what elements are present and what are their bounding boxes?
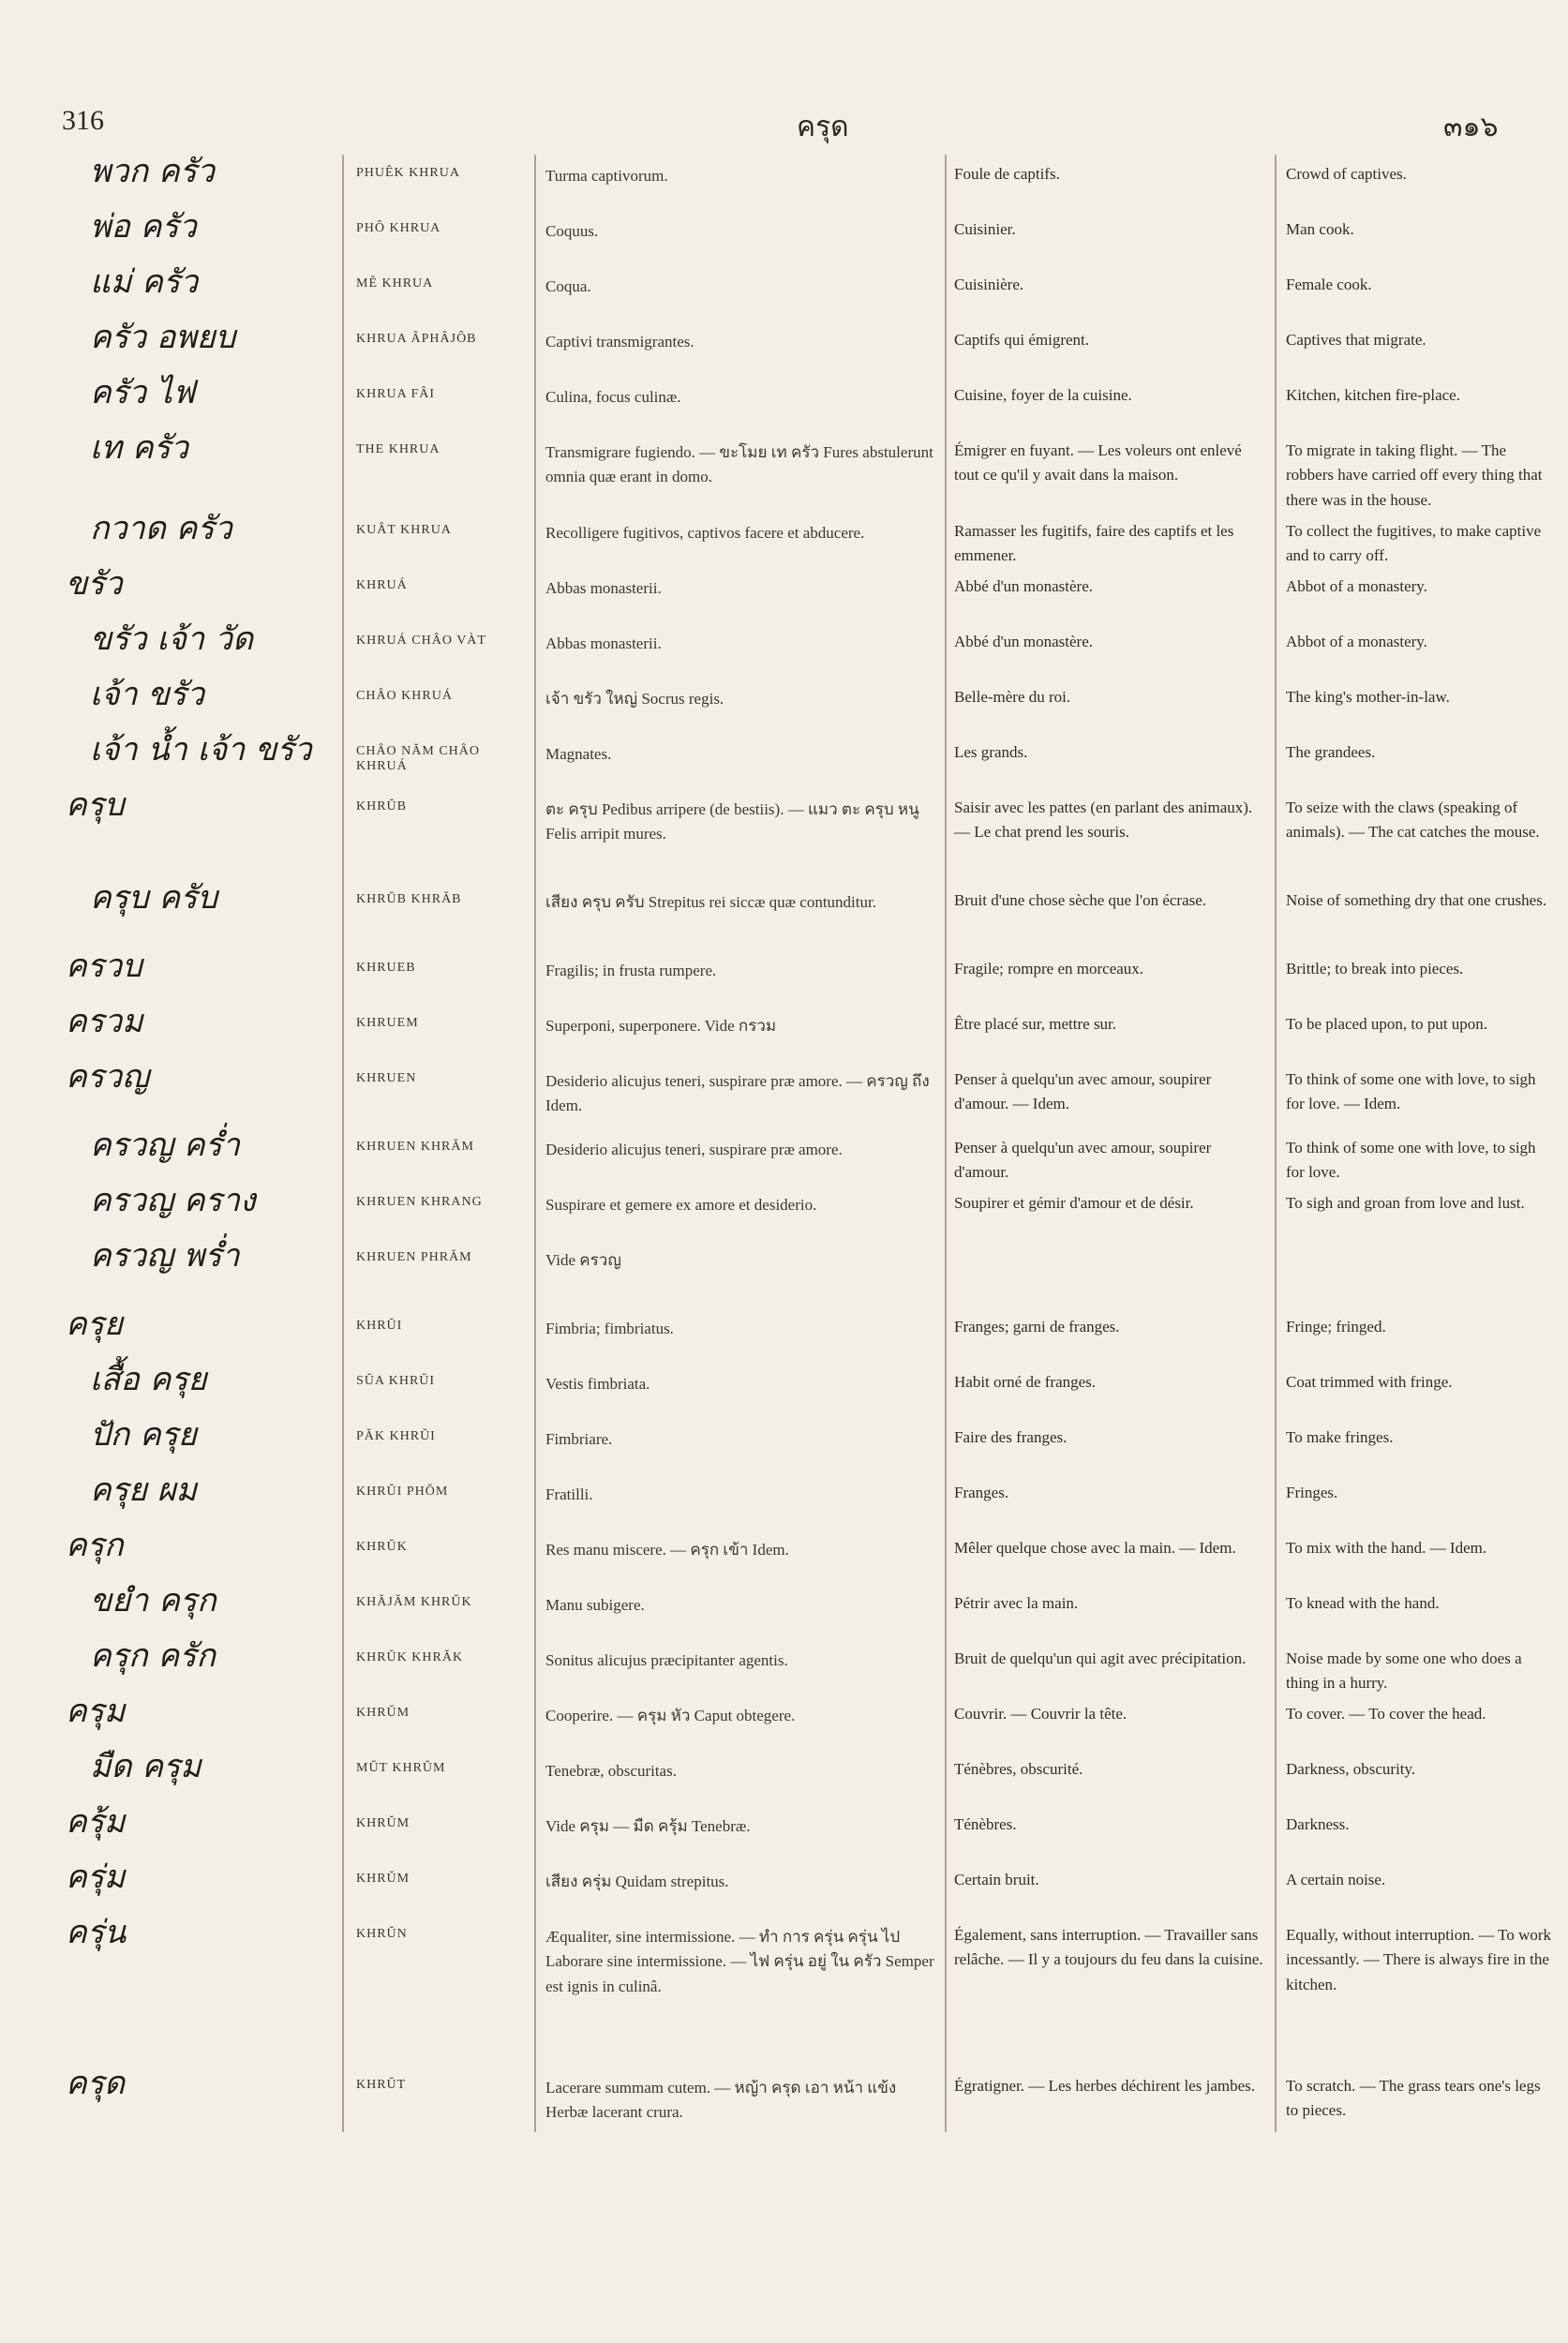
latin-definition: Tenebræ, obscuritas. <box>545 1762 677 1780</box>
thai-headword: ครวญ คร่ำ <box>90 1127 240 1164</box>
latin-definition: Æqualiter, sine intermissione. — ทำ การ ครุ่น ครุ่น ไป Laborare sine intermissione. — ไฟ ครุ่น อยู่ ใน ครัว Semper est ignis in culinâ. <box>545 1928 934 1995</box>
entry-row <box>0 1750 1568 1805</box>
thai-headword: กวาด ครัว <box>90 510 232 547</box>
transliteration: KHRŬT <box>356 2078 407 2092</box>
transliteration: KHRUÁ CHÂO VÀT <box>356 634 486 648</box>
thai-headword: ครุย ผม <box>90 1471 198 1509</box>
english-definition <box>1275 1239 1556 1246</box>
french-definition: Franges. <box>954 1484 1009 1501</box>
french-definition: Foule de captifs. <box>954 165 1060 183</box>
french-definition: Cuisinière. <box>954 276 1024 293</box>
thai-headword: ปัก ครุย <box>90 1416 197 1454</box>
latin-definition: เสียง ครุบ ครับ Strepitus rei siccæ quæ contunditur. <box>545 893 876 911</box>
french-definition: Habit orné de franges. <box>954 1373 1097 1391</box>
thai-headword: ครัว อพยบ <box>90 319 236 356</box>
french-definition: Émigrer en fuyant. — Les voleurs ont enlevé tout ce qu'il y avait dans la maison. <box>954 441 1242 485</box>
latin-definition: Vide ครุม — มืด ครุ้ม Tenebræ. <box>545 1817 751 1835</box>
thai-headword: มืด ครุม <box>90 1748 202 1785</box>
english-definition: To cover. — To cover the head. <box>1286 1705 1486 1723</box>
french-definition: Belle-mère du roi. <box>954 688 1071 706</box>
thai-headword: ครุม <box>66 1693 126 1730</box>
transliteration: PĂK KHRŬI <box>356 1429 436 1443</box>
latin-definition: ตะ ครุบ Pedibus arripere (de bestiis). — แมว ตะ ครุบ หนู Felis arripit mures. <box>545 800 919 843</box>
thai-headword: ครุด <box>66 2065 126 2102</box>
french-definition: Certain bruit. <box>954 1871 1039 1888</box>
transliteration: KHRŬB KHRĂB <box>356 892 462 906</box>
french-definition: Franges; garni de franges. <box>954 1318 1120 1336</box>
entry-row <box>0 1584 1568 1639</box>
entry-row <box>0 155 1568 210</box>
transliteration: KUÂT KHRUA <box>356 523 452 537</box>
transliteration: KHRŬB <box>356 799 408 813</box>
transliteration: CHÂO NĂM CHÂO KHRUÁ <box>356 744 481 773</box>
latin-definition: Sonitus alicujus præcipitanter agentis. <box>545 1651 788 1669</box>
thai-headword: ครวญ พร่ำ <box>90 1237 240 1275</box>
latin-definition: Fimbriare. <box>545 1430 613 1448</box>
english-definition: To sigh and groan from love and lust. <box>1286 1194 1525 1212</box>
transliteration: KHRŬK <box>356 1540 408 1554</box>
english-definition: Fringes. <box>1286 1484 1338 1501</box>
transliteration: MŬT KHRŬM <box>356 1761 446 1775</box>
french-definition: Fragile; rompre en morceaux. <box>954 960 1144 977</box>
english-definition: Female cook. <box>1286 276 1372 293</box>
latin-definition: Superponi, superponere. Vide กรวม <box>545 1017 777 1035</box>
entry-row <box>0 1184 1568 1239</box>
french-definition: Captifs qui émigrent. <box>954 331 1090 349</box>
french-definition: Cuisine, foyer de la cuisine. <box>954 386 1132 404</box>
thai-headword: ขยำ ครุก <box>90 1582 217 1619</box>
latin-definition: Cooperire. — ครุม หัว Caput obtegere. <box>545 1707 796 1724</box>
english-definition: The grandees. <box>1286 743 1376 761</box>
entry-row <box>0 1060 1568 1128</box>
transliteration: KHĂJĂM KHRŬK <box>356 1595 472 1609</box>
english-definition: Captives that migrate. <box>1286 331 1426 349</box>
entry-row <box>0 1418 1568 1473</box>
entry-row <box>0 1307 1568 1363</box>
french-definition: Couvrir. — Couvrir la tête. <box>954 1705 1127 1723</box>
transliteration: MÊ KHRUA <box>356 276 434 291</box>
english-definition: Equally, without interruption. — To work incessantly. — There is always fire in the kitchen. <box>1286 1926 1552 1993</box>
latin-definition: Res manu miscere. — ครุก เข้า Idem. <box>545 1541 789 1559</box>
latin-definition: Suspirare et gemere ex amore et desiderio. <box>545 1196 817 1214</box>
latin-definition: Fragilis; in frusta rumpere. <box>545 962 717 979</box>
latin-definition: Coqua. <box>545 277 591 295</box>
entry-row <box>0 1005 1568 1060</box>
entry-row <box>0 1860 1568 1916</box>
english-definition: Abbot of a monastery. <box>1286 577 1427 595</box>
thai-headword: แม่ ครัว <box>90 263 199 301</box>
entry-row <box>0 512 1568 567</box>
french-definition: Pétrir avec la main. <box>954 1594 1079 1612</box>
entry-row <box>0 949 1568 1005</box>
latin-definition: Abbas monasterii. <box>545 579 662 597</box>
thai-headword: ครัว ไฟ <box>90 374 196 411</box>
english-definition: Noise made by some one who does a thing in a hurry. <box>1286 1649 1522 1693</box>
entry-row <box>0 431 1568 512</box>
running-headword: ครุด <box>797 111 849 143</box>
latin-definition: เสียง ครุ่ม Quidam strepitus. <box>545 1873 729 1890</box>
thai-headword: ขรัว <box>66 565 123 603</box>
french-definition: Également, sans interruption. — Travailler sans relâche. — Il y a toujours du feu dans la cuisine. <box>954 1926 1263 1969</box>
french-definition: Les grands. <box>954 743 1028 761</box>
english-definition: Man cook. <box>1286 220 1354 238</box>
transliteration: KHRUEB <box>356 961 416 975</box>
english-definition: Noise of something dry that one crushes. <box>1286 891 1547 909</box>
transliteration: KHRŬM <box>356 1816 411 1830</box>
latin-definition: Captivi transmigrantes. <box>545 333 694 351</box>
transliteration: PHUÊK KHRUA <box>356 166 460 180</box>
transliteration: KHRŬN <box>356 1927 408 1941</box>
latin-definition: Recolligere fugitivos, captivos facere et abducere. <box>545 524 865 542</box>
english-definition: To seize with the claws (speaking of animals). — The cat catches the mouse. <box>1286 798 1540 842</box>
thai-headword: ครุ้ม <box>66 1803 126 1841</box>
entry-row <box>0 1694 1568 1750</box>
thai-headword: เสื้อ ครุย <box>90 1361 207 1398</box>
french-definition: Ramasser les fugitifs, faire des captifs et les emmener. <box>954 522 1234 565</box>
latin-definition: Transmigrare fugiendo. — ขะโมย เท ครัว Fures abstulerunt omnia quæ erant in domo. <box>545 443 933 486</box>
page-number: 316 <box>62 105 104 136</box>
thai-headword: เจ้า น้ำ เจ้า ขรัว <box>90 731 312 769</box>
latin-definition: Vestis fimbriata. <box>545 1375 650 1393</box>
transliteration: KHRŬM <box>356 1706 411 1720</box>
thai-headword: ครุ่น <box>66 1914 127 1951</box>
entry-row <box>0 678 1568 733</box>
transliteration: KHRUA ÂPHÂJÔB <box>356 332 477 346</box>
french-definition: Saisir avec les pattes (en parlant des animaux). — Le chat prend les souris. <box>954 798 1253 842</box>
english-definition: To make fringes. <box>1286 1428 1394 1446</box>
entry-row <box>0 622 1568 678</box>
english-definition: Fringe; fringed. <box>1286 1318 1386 1336</box>
latin-definition: Fimbria; fimbriatus. <box>545 1320 674 1337</box>
french-definition: Abbé d'un monastère. <box>954 633 1093 650</box>
french-definition: Penser à quelqu'un avec amour, soupirer d'amour. — Idem. <box>954 1070 1212 1113</box>
entry-row <box>0 881 1568 949</box>
french-definition: Égratigner. — Les herbes déchirent les jambes. <box>954 2077 1255 2095</box>
english-definition: A certain noise. <box>1286 1871 1386 1888</box>
english-definition: To think of some one with love, to sigh for love. — Idem. <box>1286 1070 1536 1113</box>
french-definition: Penser à quelqu'un avec amour, soupirer d'amour. <box>954 1139 1212 1182</box>
entry-row <box>0 321 1568 376</box>
thai-headword: ครวบ <box>66 948 142 985</box>
latin-definition: Desiderio alicujus teneri, suspirare præ amore. <box>545 1141 843 1158</box>
transliteration: KHRUÁ <box>356 578 408 592</box>
entry-row <box>0 265 1568 321</box>
english-definition: Coat trimmed with fringe. <box>1286 1373 1453 1391</box>
entry-row <box>0 210 1568 265</box>
entry-row <box>0 1916 1568 2067</box>
transliteration: KHRUEN KHRĂM <box>356 1140 474 1154</box>
english-definition: To be placed upon, to put upon. <box>1286 1015 1488 1033</box>
thai-headword: พ่อ ครัว <box>90 208 197 246</box>
french-definition: Cuisinier. <box>954 220 1016 238</box>
entry-row <box>0 733 1568 788</box>
transliteration: KHRUA FÂI <box>356 387 436 401</box>
latin-definition: Culina, focus culinæ. <box>545 388 681 406</box>
transliteration: THE KHRUA <box>356 442 441 456</box>
thai-headword: พวก ครัว <box>90 153 215 190</box>
thai-page-number: ๓๑๖ <box>1443 111 1499 143</box>
entry-row <box>0 1529 1568 1584</box>
entry-row <box>0 788 1568 881</box>
entry-row <box>0 1473 1568 1529</box>
english-definition: Kitchen, kitchen fire-place. <box>1286 386 1460 404</box>
entry-row <box>0 567 1568 622</box>
latin-definition: Magnates. <box>545 745 612 763</box>
thai-headword: ครวญ <box>66 1058 150 1096</box>
thai-headword: ครวญ คราง <box>90 1182 256 1219</box>
entry-row <box>0 1128 1568 1184</box>
thai-headword: ครุย <box>66 1306 123 1343</box>
english-definition: Brittle; to break into pieces. <box>1286 960 1464 977</box>
transliteration: KHRUEN KHRANG <box>356 1195 483 1209</box>
transliteration: KHRUEN PHRĂM <box>356 1250 472 1264</box>
latin-definition: Desiderio alicujus teneri, suspirare præ amore. — ครวญ ถึง Idem. <box>545 1072 930 1115</box>
thai-headword: ครุบ <box>66 786 125 824</box>
entry-list <box>0 155 1568 2133</box>
french-definition <box>945 1239 1275 1246</box>
french-definition: Ténèbres. <box>954 1815 1017 1833</box>
latin-definition: Lacerare summam cutem. — หญ้า ครุด เอา หน้า แข้ง Herbæ lacerant crura. <box>545 2079 897 2122</box>
latin-definition: Turma captivorum. <box>545 167 668 185</box>
french-definition: Faire des franges. <box>954 1428 1068 1446</box>
transliteration: KHRŬK KHRĂK <box>356 1650 464 1664</box>
entry-row <box>0 1639 1568 1694</box>
transliteration: CHÂO KHRUÁ <box>356 689 453 703</box>
french-definition: Ténèbres, obscurité. <box>954 1760 1083 1778</box>
thai-headword: ครุก ครัก <box>90 1637 216 1675</box>
french-definition: Abbé d'un monastère. <box>954 577 1093 595</box>
english-definition: To scratch. — The grass tears one's legs to pieces. <box>1286 2077 1541 2120</box>
thai-headword: ครุ่ม <box>66 1858 126 1896</box>
thai-headword: เท ครัว <box>90 429 188 467</box>
transliteration: SŬA KHRŬI <box>356 1374 436 1388</box>
english-definition: Darkness, obscurity. <box>1286 1760 1416 1778</box>
entry-row <box>0 1363 1568 1418</box>
english-definition: To migrate in taking flight. — The robbers have carried off every thing that there was in the house. <box>1286 441 1543 509</box>
latin-definition: Manu subigere. <box>545 1596 645 1614</box>
entry-row <box>0 1805 1568 1860</box>
english-definition: Crowd of captives. <box>1286 165 1407 183</box>
thai-headword: ครุก <box>66 1527 124 1564</box>
transliteration: KHRŬI <box>356 1319 403 1333</box>
thai-headword: เจ้า ขรัว <box>90 676 205 713</box>
latin-definition: Abbas monasterii. <box>545 634 662 652</box>
latin-definition: เจ้า ขรัว ใหญ่ Socrus regis. <box>545 690 724 708</box>
french-definition: Mêler quelque chose avec la main. — Idem. <box>954 1539 1236 1557</box>
entry-row <box>0 376 1568 431</box>
latin-definition: Coquus. <box>545 222 599 240</box>
english-definition: To think of some one with love, to sigh for love. <box>1286 1139 1536 1182</box>
transliteration: KHRUEN <box>356 1071 417 1085</box>
english-definition: To mix with the hand. — Idem. <box>1286 1539 1487 1557</box>
entry-row <box>0 2067 1568 2133</box>
transliteration: KHRUEM <box>356 1016 419 1030</box>
french-definition: Soupirer et gémir d'amour et de désir. <box>954 1194 1194 1212</box>
french-definition: Être placé sur, mettre sur. <box>954 1015 1117 1033</box>
english-definition: Darkness. <box>1286 1815 1350 1833</box>
transliteration: KHRŬI PHŎM <box>356 1485 449 1499</box>
transliteration: PHÔ KHRUA <box>356 221 441 235</box>
thai-headword: ครวม <box>66 1003 143 1040</box>
french-definition: Bruit de quelqu'un qui agit avec précipitation. <box>954 1649 1247 1667</box>
french-definition: Bruit d'une chose sèche que l'on écrase. <box>954 891 1207 909</box>
latin-definition: Vide ครวญ <box>545 1251 621 1269</box>
english-definition: Abbot of a monastery. <box>1286 633 1427 650</box>
english-definition: The king's mother-in-law. <box>1286 688 1450 706</box>
entry-row <box>0 1239 1568 1307</box>
english-definition: To knead with the hand. <box>1286 1594 1440 1612</box>
english-definition: To collect the fugitives, to make captive and to carry off. <box>1286 522 1542 565</box>
latin-definition: Fratilli. <box>545 1485 593 1503</box>
thai-headword: ขรัว เจ้า วัด <box>90 620 254 658</box>
transliteration: KHRŬM <box>356 1872 411 1886</box>
thai-headword: ครุบ ครับ <box>90 879 217 917</box>
